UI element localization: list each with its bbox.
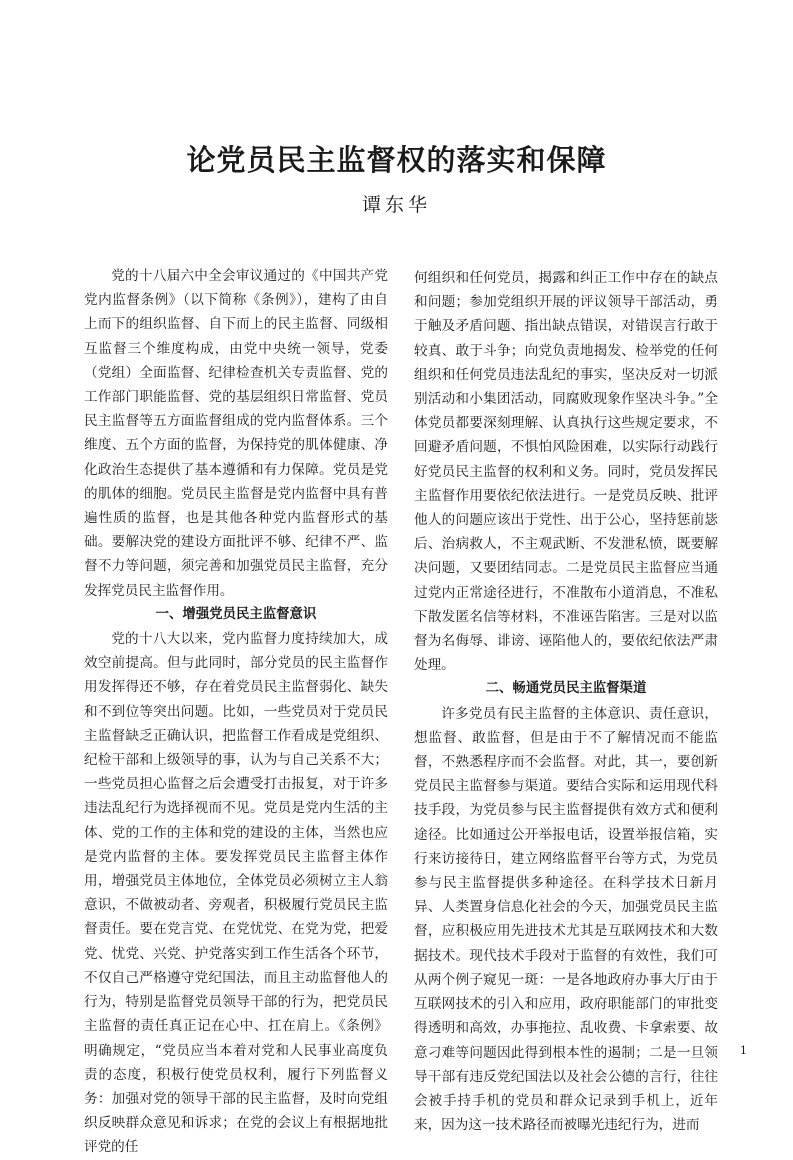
section-heading-1: 一、增强党员民主监督意识 <box>155 606 317 622</box>
article-author: 谭东华 <box>361 194 431 216</box>
paragraph-intro: 党的十八届六中全会审议通过的《中国共产党党内监督条例》（以下简称《条例》），建构了由自上而下的组织监督、自下而上的民主监督、同级相互监督三个维度构成，由党中央统一领导，党委（党组）全面监督、纪律检查机关专责监督、党的工作部门职能监督、党的基层组织日常监督、党员民主监督等五方面监督组成的党内监督体系。三个维度、五个方面的监督，为保持党的肌体健康、净化政治生态提供了基本遵循和有力保障。党员是党的肌体的细胞。党员民主监督是党内监督中具有普遍性质的监督，也是其他各种党内监督形式的基础。要解决党的建设方面批评不够、纪律不严、监督不力等问题，须完善和加强党员民主监督，充分发挥党员民主监督作用。 <box>84 268 388 599</box>
paragraph-section2: 许多党员有民主监督的主体意识、责任意识，想监督、敢监督，但是由于不了解情况而不能监督，不熟悉程序而不会监督。对此，其一，要创新党员民主监督参与渠道。要结合实际和运用现代科技手段，为党员参与民主监督提供有效方式和便利途径。比如通过公开举报电话，设置举报信箱，实行来访接待日，建立网络监督平台等方式，为党员参与民主监督提供多种途径。在科学技术日新月异、人类置身信息化社会的今天，加强党员民主监督，应积极应用先进技术尤其是互联网技术和大数据技术。现代技术手段对于监督的有效性，我们可从两个例子窥见一斑：一是各地政府办事大厅由于互联网技术的引入和应用，政府职能部门的审批变得透明和高效，办事拖拉、乱收费、卡拿索要、故意刁难等问题因此得到根本性的遏制；二是一旦领导干部有违反党纪国法以及社会公德的言行，往往会被手持手机的党员和群众记录到手机上，近年来，因为这一技术路径而被曝光违纪行为，进而 <box>414 705 718 1134</box>
paragraph-continued: 何组织和任何党员，揭露和纠正工作中存在的缺点和问题；参加党组织开展的评议领导干部活动，勇于触及矛盾问题、指出缺点错误，对错误言行敢于较真、敢于斗争；向党负责地揭发、检举党的任何组织和任何党员违法乱纪的事实，坚决反对一切派别活动和小集团活动，同腐败现象作坚决斗争。”全体党员都要深刻理解、认真执行这些规定要求，不回避矛盾问题，不惧怕风险困难，以实际行动践行好党员民主监督的权利和义务。同时，党员发挥民主监督作用要依纪依法进行。一是党员反映、批评他人的问题应该出于党性、出于公心，坚持惩前毖后、治病救人，不主观武断、不发泄私愤，既要解决问题，又要团结同志。二是党员民主监督应当通过党内正常途径进行，不准散布小道消息，不准私下散发匿名信等材料，不准诬告陷害。三是对以监督为名侮辱、诽谤、诬陷他人的，要依纪依法严肃处理。 <box>414 270 718 674</box>
right-column <box>414 266 718 1137</box>
paragraph-section1: 党的十八大以来，党内监督力度持续加大，成效空前提高。但与此同时，部分党员的民主监督作用发挥得还不够，存在着党员民主监督弱化、缺失和不到位等突出问题。比如，一些党员对于党员民主监督缺乏正确认识，把监督工作看成是党组织、纪检干部和上级领导的事，认为与自己关系不大；一些党员担心监督之后会遭受打击报复，对于许多违法乱纪行为选择视而不见。党员是党内生活的主体、党的工作的主体和党的建设的主体，当然也应是党内监督的主体。要发挥党员民主监督主体作用，增强党员主体地位，全体党员必须树立主人翁意识，不做被动者、旁观者，积极履行党员民主监督责任。要在党言党、在党忧党、在党为党，把爱党、忧党、兴党、护党落实到工作生活各个环节，不仅自己严格遵守党纪国法，而且主动监督他人的行为，特别是监督党员领导干部的行为，把党员民主监督的责任真正记在心中、扛在肩上。《条例》明确规定，“党员应当本着对党和人民事业高度负责的态度，积极行使党员权利，履行下列监督义务：加强对党的领导干部的民主监督，及时向党组织反映群众意见和诉求；在党的会议上有根据地批评党的任 <box>84 631 388 1156</box>
section-heading-2: 二、畅通党员民主监督渠道 <box>485 681 647 697</box>
page-number: 1 <box>740 1044 747 1057</box>
left-column <box>84 264 388 1160</box>
article-title: 论党员民主监督权的落实和保障 <box>186 143 607 177</box>
